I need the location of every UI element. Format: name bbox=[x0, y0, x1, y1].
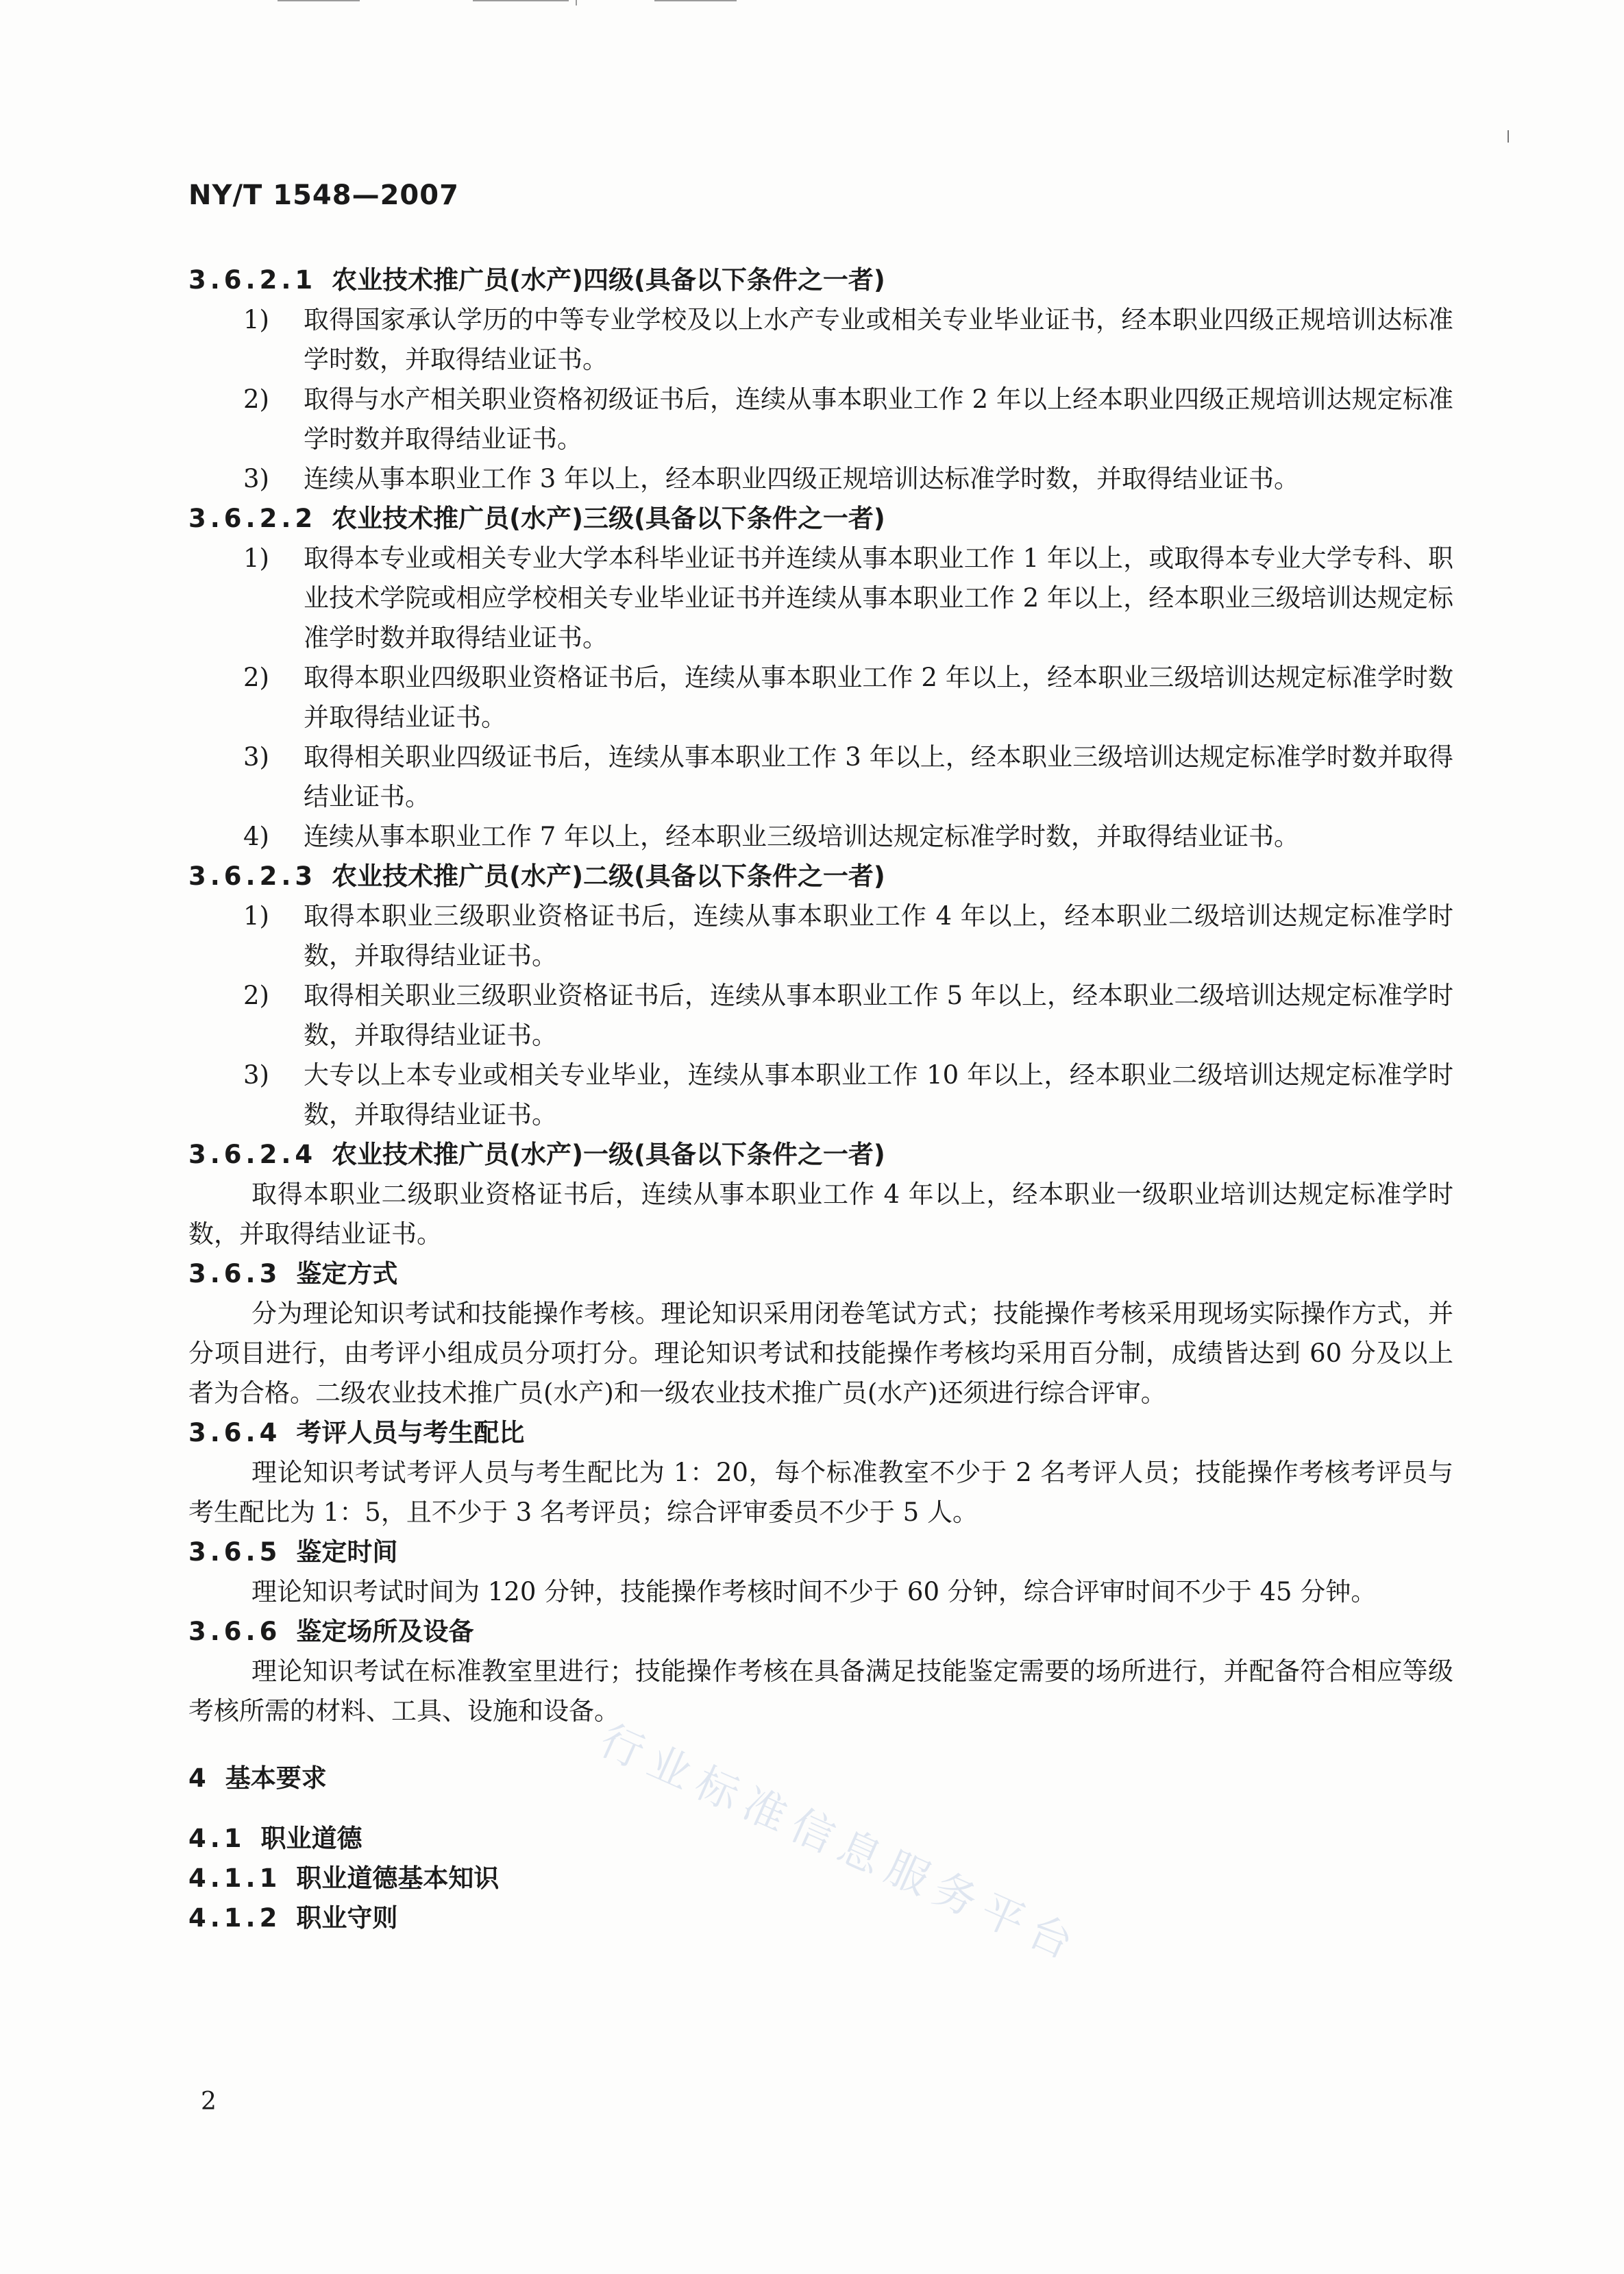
section-heading bbox=[188, 1898, 1453, 1938]
list-item bbox=[188, 380, 1453, 459]
section-title: 职业道德 bbox=[260, 1824, 362, 1853]
list-item-number: 2) bbox=[243, 981, 269, 1010]
paragraph: 理论知识考试时间为 120 分钟，技能操作考核时间不少于 60 分钟，综合评审时间不少于 45 分钟。 bbox=[251, 1577, 1377, 1606]
list-item-number: 3) bbox=[243, 1060, 269, 1090]
list-item-text: 连续从事本职业工作 3 年以上，经本职业四级正规培训达标准学时数，并取得结业证书。 bbox=[304, 464, 1300, 493]
list-item bbox=[188, 1055, 1453, 1135]
list-item-number: 1) bbox=[243, 901, 269, 931]
paragraph: 理论知识考试考评人员与考生配比为 1：20，每个标准教室不少于 2 名考评人员；技能操作考核考评员与考生配比为 1：5，且不少于 3 名考评员；综合评审委员不少于 5 人。 bbox=[188, 1458, 1453, 1527]
section-number: 3.6.2.2 bbox=[188, 504, 317, 533]
section-heading bbox=[188, 1819, 1453, 1859]
list-item bbox=[188, 539, 1453, 658]
section-heading bbox=[188, 857, 1453, 896]
scan-artifact-tick bbox=[576, 0, 577, 5]
list-item bbox=[188, 976, 1453, 1055]
section-title: 农业技术推广员(水产)二级(具备以下条件之一者) bbox=[332, 861, 885, 891]
section-number: 3.6.6 bbox=[188, 1617, 282, 1646]
scan-edge-mark bbox=[1508, 130, 1509, 143]
list-item-text: 连续从事本职业工作 7 年以上，经本职业三级培训达规定标准学时数，并取得结业证书。 bbox=[304, 822, 1300, 851]
section-heading bbox=[188, 1859, 1453, 1898]
section-title: 鉴定方式 bbox=[296, 1259, 398, 1288]
section-number: 3.6.5 bbox=[188, 1537, 282, 1567]
list-item bbox=[188, 737, 1453, 817]
section-title: 鉴定时间 bbox=[296, 1537, 398, 1567]
list-item bbox=[188, 300, 1453, 380]
list-item bbox=[188, 817, 1453, 857]
paragraph: 分为理论知识考试和技能操作考核。理论知识采用闭卷笔试方式；技能操作考核采用现场实际操作方式，并分项目进行，由考评小组成员分项打分。理论知识考试和技能操作考核均采用百分制，成绩皆达到 60 分及以上者为合格。二级农业技术推广员(水产)和一级农业技术推广员(水产)还须进行综合评审。 bbox=[188, 1299, 1453, 1408]
list-item-text: 取得国家承认学历的中等专业学校及以上水产专业或相关专业毕业证书，经本职业四级正规培训达标准学时数，并取得结业证书。 bbox=[304, 305, 1453, 374]
section-number: 3.6.2.4 bbox=[188, 1140, 317, 1169]
watermark-text: 行业标准信息服务平台 bbox=[593, 1714, 1090, 1972]
section-number: 3.6.2.1 bbox=[188, 265, 317, 295]
section-title: 职业守则 bbox=[296, 1903, 398, 1933]
list-item-text: 取得本职业四级职业资格证书后，连续从事本职业工作 2 年以上，经本职业三级培训达规定标准学时数并取得结业证书。 bbox=[304, 663, 1453, 732]
document-body bbox=[188, 260, 1453, 1938]
section-heading bbox=[188, 1612, 1453, 1652]
section-title: 农业技术推广员(水产)四级(具备以下条件之一者) bbox=[332, 265, 885, 295]
section-number: 3.6.4 bbox=[188, 1418, 282, 1447]
section-heading bbox=[188, 1254, 1453, 1294]
scan-artifact-line bbox=[654, 0, 737, 1]
list-item bbox=[188, 896, 1453, 976]
list-item-text: 取得与水产相关职业资格初级证书后，连续从事本职业工作 2 年以上经本职业四级正规培训达规定标准学时数并取得结业证书。 bbox=[304, 384, 1453, 454]
scan-artifact-line bbox=[473, 0, 569, 1]
section-heading bbox=[188, 499, 1453, 539]
section-number: 3.6.3 bbox=[188, 1259, 282, 1288]
section-number: 4.1.2 bbox=[188, 1903, 282, 1933]
section-title: 鉴定场所及设备 bbox=[296, 1617, 474, 1646]
list-item-number: 1) bbox=[243, 305, 269, 334]
section-title: 基本要求 bbox=[225, 1763, 327, 1793]
list-item-number: 4) bbox=[243, 822, 269, 851]
section-number: 3.6.2.3 bbox=[188, 861, 317, 891]
section-title: 农业技术推广员(水产)一级(具备以下条件之一者) bbox=[332, 1140, 885, 1169]
section-title: 农业技术推广员(水产)三级(具备以下条件之一者) bbox=[332, 504, 885, 533]
section-heading bbox=[188, 1135, 1453, 1175]
standard-code-header: NY/T 1548—2007 bbox=[188, 180, 459, 211]
list-item-number: 1) bbox=[243, 543, 269, 573]
section-heading bbox=[188, 1413, 1453, 1453]
section-heading bbox=[188, 260, 1453, 300]
list-item-text: 取得本职业三级职业资格证书后，连续从事本职业工作 4 年以上，经本职业二级培训达规定标准学时数，并取得结业证书。 bbox=[304, 901, 1453, 970]
list-item-number: 3) bbox=[243, 742, 269, 772]
scan-artifact-line bbox=[278, 0, 360, 1]
section-number: 4.1.1 bbox=[188, 1863, 282, 1893]
section-number: 4.1 bbox=[188, 1824, 246, 1853]
list-item-text: 取得相关职业三级职业资格证书后，连续从事本职业工作 5 年以上，经本职业二级培训达规定标准学时数，并取得结业证书。 bbox=[304, 981, 1453, 1050]
list-item bbox=[188, 658, 1453, 737]
paragraph: 取得本职业二级职业资格证书后，连续从事本职业工作 4 年以上，经本职业一级职业培训达规定标准学时数，并取得结业证书。 bbox=[188, 1179, 1453, 1249]
list-item-text: 取得本专业或相关专业大学本科毕业证书并连续从事本职业工作 1 年以上，或取得本专业大学专科、职业技术学院或相应学校相关专业毕业证书并连续从事本职业工作 2 年以上，经本职业三级培训达规定标准学时数并取得结业证书。 bbox=[304, 543, 1453, 652]
list-item-number: 2) bbox=[243, 663, 269, 692]
section-title: 考评人员与考生配比 bbox=[296, 1418, 525, 1447]
list-item-text: 大专以上本专业或相关专业毕业，连续从事本职业工作 10 年以上，经本职业二级培训达规定标准学时数，并取得结业证书。 bbox=[304, 1060, 1453, 1129]
page-number: 2 bbox=[201, 2088, 217, 2116]
paragraph: 理论知识考试在标准教室里进行；技能操作考核在具备满足技能鉴定需要的场所进行，并配备符合相应等级考核所需的材料、工具、设施和设备。 bbox=[188, 1656, 1453, 1726]
section-heading bbox=[188, 1759, 1453, 1798]
list-item-number: 3) bbox=[243, 464, 269, 493]
list-item-text: 取得相关职业四级证书后，连续从事本职业工作 3 年以上，经本职业三级培训达规定标准学时数并取得结业证书。 bbox=[304, 742, 1453, 811]
list-item-number: 2) bbox=[243, 384, 269, 414]
section-title: 职业道德基本知识 bbox=[296, 1863, 500, 1893]
list-item bbox=[188, 459, 1453, 499]
section-heading bbox=[188, 1532, 1453, 1572]
section-number: 4 bbox=[188, 1763, 210, 1793]
